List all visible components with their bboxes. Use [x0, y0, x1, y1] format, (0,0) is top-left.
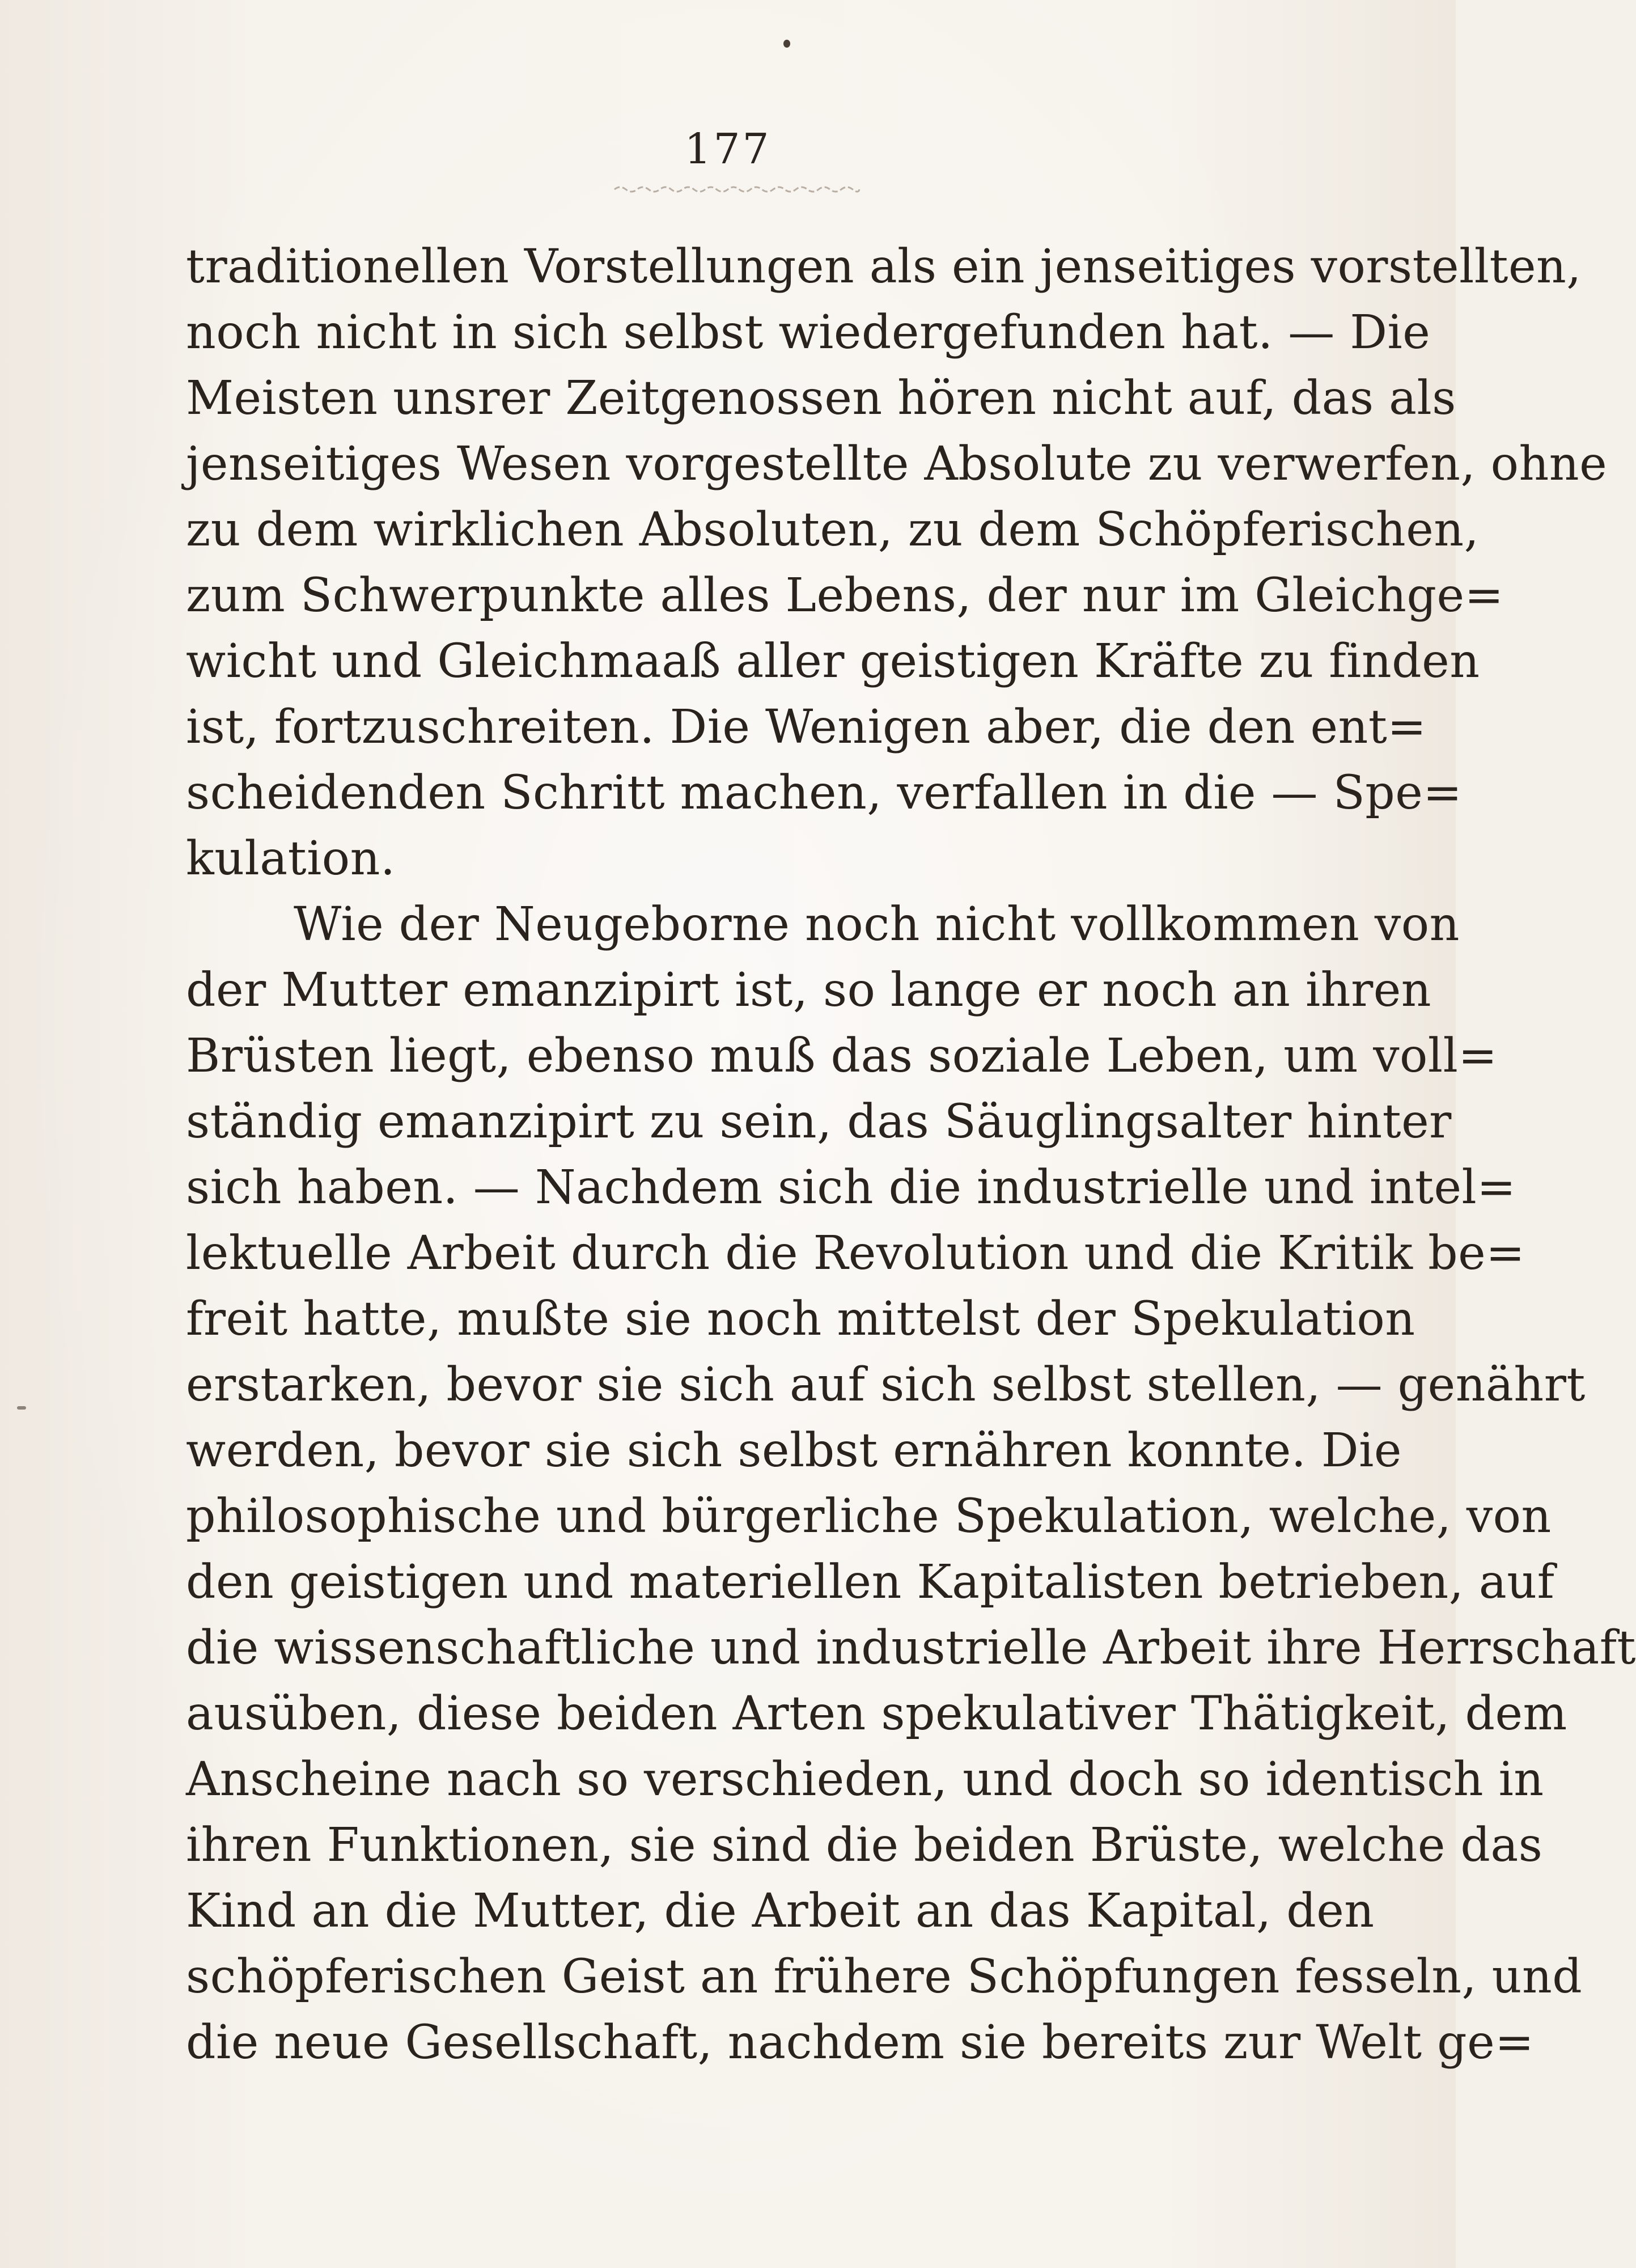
text-line: ständig emanzipirt zu sein, das Säuglingsalter hinter: [186, 1095, 1452, 1149]
text-line: noch nicht in sich selbst wiedergefunden hat. — Die: [186, 306, 1431, 359]
text-line: lektuelle Arbeit durch die Revolution und die Kritik be=: [186, 1226, 1525, 1280]
text-line: sich haben. — Nachdem sich die industrielle und intel=: [186, 1161, 1516, 1215]
text-line: die neue Gesellschaft, nachdem sie bereits zur Welt ge=: [186, 2016, 1535, 2070]
body-text: [186, 234, 1636, 2076]
text-line: freit hatte, mußte sie noch mittelst der Spekulation: [186, 1292, 1415, 1346]
text-line: die wissenschaftliche und industrielle Arbeit ihre Herrschaft: [186, 1621, 1636, 1675]
text-line: ausüben, diese beiden Arten spekulativer Thätigkeit, dem: [186, 1687, 1567, 1741]
text-line: Kind an die Mutter, die Arbeit an das Kapital, den: [186, 1884, 1375, 1938]
text-line: jenseitiges Wesen vorgestellte Absolute zu verwerfen, ohne: [186, 437, 1608, 491]
text-line: philosophische und bürgerliche Spekulation, welche, von: [186, 1490, 1552, 1543]
page-number: 177: [684, 125, 772, 174]
text-line: traditionellen Vorstellungen als ein jenseitiges vorstellten,: [186, 240, 1582, 294]
text-line: scheidenden Schritt machen, verfallen in die — Spe=: [186, 766, 1463, 820]
ink-speck: [783, 40, 790, 48]
text-line: ist, fortzuschreiten. Die Wenigen aber, die den ent=: [186, 700, 1427, 754]
text-line: der Mutter emanzipirt ist, so lange er noch an ihren: [186, 963, 1432, 1017]
text-line: Brüsten liegt, ebenso muß das soziale Leben, um voll=: [186, 1029, 1498, 1083]
header-ornament: [612, 183, 862, 196]
text-line: zum Schwerpunkte alles Lebens, der nur im Gleichge=: [186, 569, 1504, 623]
text-line: wicht und Gleichmaaß aller geistigen Kräfte zu finden: [186, 634, 1480, 688]
ink-speck: [17, 1406, 26, 1410]
text-line: ihren Funktionen, sie sind die beiden Brüste, welche das: [186, 1818, 1543, 1872]
text-line: erstarken, bevor sie sich auf sich selbst stellen, — genährt: [186, 1358, 1586, 1412]
text-line: zu dem wirklichen Absoluten, zu dem Schöpferischen,: [186, 503, 1480, 557]
text-line: den geistigen und materiellen Kapitalisten betrieben, auf: [186, 1555, 1555, 1609]
text-line: Anscheine nach so verschieden, und doch so identisch in: [186, 1753, 1544, 1806]
text-line: kulation.: [186, 832, 396, 886]
text-line: schöpferischen Geist an frühere Schöpfungen fesseln, und: [186, 1950, 1583, 2004]
text-line: werden, bevor sie sich selbst ernähren konnte. Die: [186, 1424, 1402, 1478]
text-line: Meisten unsrer Zeitgenossen hören nicht auf, das als: [186, 371, 1456, 425]
paragraph-start-line: Wie der Neugeborne noch nicht vollkommen von: [294, 898, 1460, 951]
